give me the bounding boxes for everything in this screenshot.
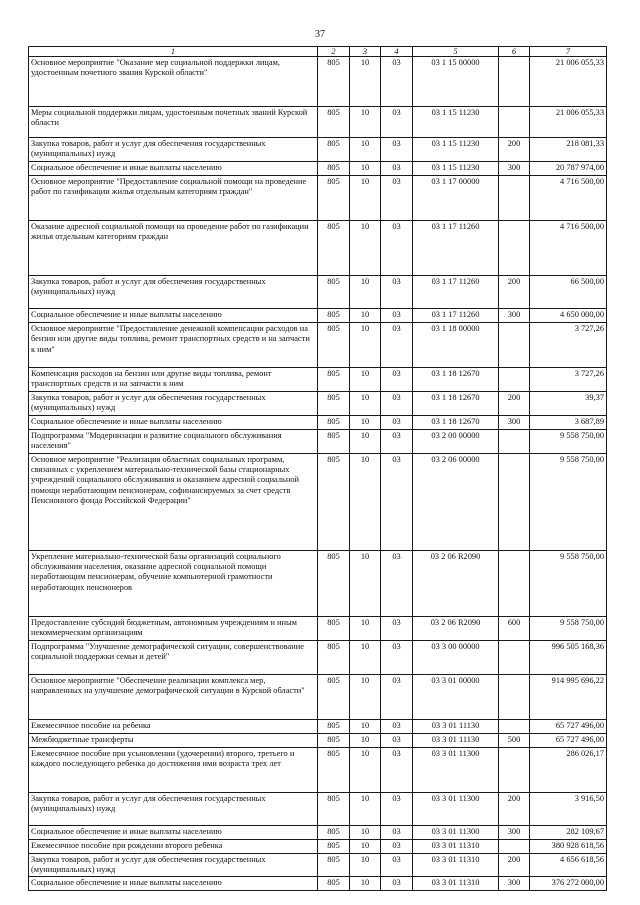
row-target-article-cell: 03 1 15 11230 (413, 107, 499, 138)
row-amount-cell: 286 026,17 (530, 747, 607, 792)
row-section-cell: 10 (350, 322, 381, 367)
row-section-cell: 10 (350, 853, 381, 877)
row-amount-cell: 218 081,33 (530, 138, 607, 162)
table-row (29, 825, 607, 839)
row-grbs-cell: 805 (318, 391, 350, 415)
row-expense-type-cell: 300 (499, 161, 530, 175)
table-row (29, 161, 607, 175)
row-expense-type-cell (499, 322, 530, 367)
row-subsection-cell: 03 (381, 719, 413, 733)
row-amount-cell: 65 727 496,00 (530, 719, 607, 733)
row-amount-cell: 9 558 750,00 (530, 453, 607, 550)
row-target-article-cell: 03 1 17 11260 (413, 275, 499, 308)
row-grbs-cell: 805 (318, 453, 350, 550)
row-target-article-cell: 03 3 00 00000 (413, 640, 499, 674)
row-grbs-cell: 805 (318, 733, 350, 747)
row-subsection-cell: 03 (381, 322, 413, 367)
row-grbs-cell: 805 (318, 877, 350, 891)
row-section-cell: 10 (350, 57, 381, 107)
row-subsection-cell: 03 (381, 138, 413, 162)
row-subsection-cell: 03 (381, 616, 413, 640)
row-section-cell: 10 (350, 733, 381, 747)
row-target-article-cell: 03 1 17 11260 (413, 220, 499, 275)
row-target-article-cell: 03 2 06 R2090 (413, 550, 499, 616)
column-header-subsection: 4 (381, 47, 413, 57)
row-section-cell: 10 (350, 550, 381, 616)
row-grbs-cell: 805 (318, 161, 350, 175)
row-name-cell: Основное мероприятие "Реализация областных социальных программ, связанных с укреплением материально-технической базы стационарных учреждений социального обслуживания и оказанием адресной социальной помощи неработающим пенсионерам, софинансируемых за счет средств Пенсионного фонда Российской Федерации" (29, 453, 318, 550)
row-subsection-cell: 03 (381, 415, 413, 429)
row-section-cell: 10 (350, 107, 381, 138)
table-body (29, 57, 607, 891)
row-section-cell: 10 (350, 674, 381, 719)
table-row (29, 674, 607, 719)
row-section-cell: 10 (350, 747, 381, 792)
row-amount-cell: 39,37 (530, 391, 607, 415)
row-grbs-cell: 805 (318, 550, 350, 616)
row-expense-type-cell (499, 107, 530, 138)
row-grbs-cell: 805 (318, 308, 350, 322)
row-name-cell: Закупка товаров, работ и услуг для обеспечения государственных (муниципальных) нужд (29, 138, 318, 162)
row-grbs-cell: 805 (318, 429, 350, 453)
row-expense-type-cell (499, 453, 530, 550)
row-expense-type-cell: 200 (499, 138, 530, 162)
row-subsection-cell: 03 (381, 825, 413, 839)
row-subsection-cell: 03 (381, 640, 413, 674)
row-expense-type-cell: 300 (499, 877, 530, 891)
row-amount-cell: 996 505 168,36 (530, 640, 607, 674)
row-expense-type-cell: 200 (499, 853, 530, 877)
row-subsection-cell: 03 (381, 367, 413, 391)
row-name-cell: Компенсация расходов на бензин или другие виды топлива, ремонт транспортных средств и на запчасти к ним (29, 367, 318, 391)
table-row (29, 175, 607, 220)
row-target-article-cell: 03 3 01 11310 (413, 877, 499, 891)
row-expense-type-cell (499, 57, 530, 107)
table-row (29, 415, 607, 429)
row-amount-cell: 21 006 055,33 (530, 57, 607, 107)
row-grbs-cell: 805 (318, 367, 350, 391)
row-section-cell: 10 (350, 367, 381, 391)
column-header-amount: 7 (530, 47, 607, 57)
row-expense-type-cell: 200 (499, 275, 530, 308)
row-amount-cell: 9 558 750,00 (530, 616, 607, 640)
row-section-cell: 10 (350, 825, 381, 839)
row-expense-type-cell (499, 747, 530, 792)
row-target-article-cell: 03 3 01 11300 (413, 792, 499, 825)
row-name-cell: Меры социальной поддержки лицам, удостоенным почетных званий Курской области (29, 107, 318, 138)
row-name-cell: Основное мероприятие "Предоставление денежной компенсации расходов на бензин или другие виды топлива, ремонт транспортных средств и на запчасти к ним" (29, 322, 318, 367)
row-target-article-cell: 03 3 01 11310 (413, 853, 499, 877)
row-target-article-cell: 03 1 18 12670 (413, 391, 499, 415)
row-grbs-cell: 805 (318, 719, 350, 733)
table-row (29, 792, 607, 825)
column-header-expense-type: 6 (499, 47, 530, 57)
row-expense-type-cell (499, 640, 530, 674)
row-name-cell: Закупка товаров, работ и услуг для обеспечения государственных (муниципальных) нужд (29, 792, 318, 825)
row-expense-type-cell: 300 (499, 825, 530, 839)
row-expense-type-cell (499, 674, 530, 719)
row-section-cell: 10 (350, 275, 381, 308)
row-name-cell: Социальное обеспечение и иные выплаты населению (29, 308, 318, 322)
row-name-cell: Предоставление субсидий бюджетным, автономным учреждениям и иным некоммерческим организациям (29, 616, 318, 640)
row-grbs-cell: 805 (318, 107, 350, 138)
table-row (29, 138, 607, 162)
row-subsection-cell: 03 (381, 429, 413, 453)
table-row (29, 429, 607, 453)
row-subsection-cell: 03 (381, 107, 413, 138)
row-expense-type-cell: 200 (499, 792, 530, 825)
row-expense-type-cell (499, 367, 530, 391)
row-subsection-cell: 03 (381, 747, 413, 792)
row-amount-cell: 3 727,26 (530, 322, 607, 367)
row-subsection-cell: 03 (381, 391, 413, 415)
row-grbs-cell: 805 (318, 220, 350, 275)
row-expense-type-cell: 500 (499, 733, 530, 747)
row-target-article-cell: 03 1 15 11230 (413, 161, 499, 175)
table-row (29, 877, 607, 891)
row-expense-type-cell (499, 220, 530, 275)
row-amount-cell: 3 727,26 (530, 367, 607, 391)
row-name-cell: Ежемесячное пособие при усыновлении (удочерении) второго, третьего и каждого последующего ребенка до достижения ими возраста трех лет (29, 747, 318, 792)
table-row (29, 453, 607, 550)
row-name-cell: Ежемесячное пособие при рождении второго ребенка (29, 839, 318, 853)
row-grbs-cell: 805 (318, 57, 350, 107)
row-grbs-cell: 805 (318, 322, 350, 367)
row-subsection-cell: 03 (381, 275, 413, 308)
row-section-cell: 10 (350, 308, 381, 322)
row-amount-cell: 376 272 000,00 (530, 877, 607, 891)
table-row (29, 719, 607, 733)
row-expense-type-cell (499, 550, 530, 616)
table-row (29, 640, 607, 674)
row-target-article-cell: 03 3 01 00000 (413, 674, 499, 719)
row-target-article-cell: 03 3 01 11130 (413, 719, 499, 733)
row-amount-cell: 4 716 500,00 (530, 220, 607, 275)
row-expense-type-cell (499, 839, 530, 853)
row-grbs-cell: 805 (318, 415, 350, 429)
row-grbs-cell: 805 (318, 138, 350, 162)
row-expense-type-cell: 300 (499, 415, 530, 429)
row-target-article-cell: 03 2 06 R2090 (413, 616, 499, 640)
table-row (29, 322, 607, 367)
row-subsection-cell: 03 (381, 733, 413, 747)
row-section-cell: 10 (350, 877, 381, 891)
row-subsection-cell: 03 (381, 57, 413, 107)
row-expense-type-cell: 600 (499, 616, 530, 640)
table-row (29, 839, 607, 853)
row-name-cell: Подпрограмма "Модернизация и развитие социального обслуживания населения" (29, 429, 318, 453)
table-row (29, 747, 607, 792)
row-grbs-cell: 805 (318, 640, 350, 674)
row-section-cell: 10 (350, 640, 381, 674)
row-target-article-cell: 03 1 17 00000 (413, 175, 499, 220)
row-section-cell: 10 (350, 719, 381, 733)
row-name-cell: Социальное обеспечение и иные выплаты населению (29, 877, 318, 891)
row-amount-cell: 4 650 000,00 (530, 308, 607, 322)
row-name-cell: Закупка товаров, работ и услуг для обеспечения государственных (муниципальных) нужд (29, 853, 318, 877)
row-target-article-cell: 03 2 00 00000 (413, 429, 499, 453)
table-row (29, 308, 607, 322)
row-section-cell: 10 (350, 175, 381, 220)
row-subsection-cell: 03 (381, 220, 413, 275)
row-grbs-cell: 805 (318, 175, 350, 220)
row-grbs-cell: 805 (318, 839, 350, 853)
row-section-cell: 10 (350, 792, 381, 825)
row-amount-cell: 21 006 055,33 (530, 107, 607, 138)
table-row (29, 57, 607, 107)
row-name-cell: Подпрограмма "Улучшение демографической ситуации, совершенствование социальной поддержки семьи и детей" (29, 640, 318, 674)
row-target-article-cell: 03 3 01 11130 (413, 733, 499, 747)
column-header-target-article: 5 (413, 47, 499, 57)
row-grbs-cell: 805 (318, 825, 350, 839)
row-target-article-cell: 03 3 01 11300 (413, 747, 499, 792)
row-subsection-cell: 03 (381, 453, 413, 550)
row-section-cell: 10 (350, 161, 381, 175)
table-row (29, 367, 607, 391)
row-amount-cell: 9 558 750,00 (530, 550, 607, 616)
table-row (29, 853, 607, 877)
row-subsection-cell: 03 (381, 839, 413, 853)
row-section-cell: 10 (350, 453, 381, 550)
row-grbs-cell: 805 (318, 853, 350, 877)
table-row (29, 220, 607, 275)
row-name-cell: Ежемесячное пособие на ребенка (29, 719, 318, 733)
row-amount-cell: 914 995 696,22 (530, 674, 607, 719)
row-expense-type-cell (499, 719, 530, 733)
row-name-cell: Основное мероприятие "Обеспечение реализации комплекса мер, направленных на улучшение демографической ситуации в Курской области" (29, 674, 318, 719)
row-name-cell: Укрепление материально-технической базы организаций социального обслуживания населения, оказание адресной социальной помощи неработающим пенсионерам, обучение компьютерной грамотности неработающих пенсионеров (29, 550, 318, 616)
row-target-article-cell: 03 3 01 11310 (413, 839, 499, 853)
row-section-cell: 10 (350, 839, 381, 853)
row-subsection-cell: 03 (381, 853, 413, 877)
table-row (29, 275, 607, 308)
row-target-article-cell: 03 1 18 12670 (413, 367, 499, 391)
row-amount-cell: 20 787 974,00 (530, 161, 607, 175)
row-amount-cell: 3 687,89 (530, 415, 607, 429)
row-target-article-cell: 03 1 15 00000 (413, 57, 499, 107)
row-name-cell: Социальное обеспечение и иные выплаты населению (29, 825, 318, 839)
column-header-name: 1 (29, 47, 318, 57)
budget-table (28, 46, 607, 891)
row-amount-cell: 282 109,67 (530, 825, 607, 839)
row-subsection-cell: 03 (381, 308, 413, 322)
row-target-article-cell: 03 1 15 11230 (413, 138, 499, 162)
page-number: 37 (315, 29, 325, 40)
row-subsection-cell: 03 (381, 792, 413, 825)
row-grbs-cell: 805 (318, 792, 350, 825)
row-expense-type-cell: 200 (499, 391, 530, 415)
column-header-grbs: 2 (318, 47, 350, 57)
row-name-cell: Социальное обеспечение и иные выплаты населению (29, 161, 318, 175)
row-amount-cell: 4 656 618,56 (530, 853, 607, 877)
row-target-article-cell: 03 1 18 12670 (413, 415, 499, 429)
row-subsection-cell: 03 (381, 674, 413, 719)
row-name-cell: Закупка товаров, работ и услуг для обеспечения государственных (муниципальных) нужд (29, 275, 318, 308)
row-expense-type-cell (499, 429, 530, 453)
row-name-cell: Социальное обеспечение и иные выплаты населению (29, 415, 318, 429)
row-name-cell: Закупка товаров, работ и услуг для обеспечения государственных (муниципальных) нужд (29, 391, 318, 415)
row-name-cell: Основное мероприятие "Предоставление социальной помощи на проведение работ по газификации жилья отдельным категориям граждан" (29, 175, 318, 220)
row-amount-cell: 65 727 496,00 (530, 733, 607, 747)
row-name-cell: Основное мероприятие "Оказание мер социальной поддержки лицам, удостоенным почетного звания Курской области" (29, 57, 318, 107)
row-grbs-cell: 805 (318, 747, 350, 792)
row-amount-cell: 66 500,00 (530, 275, 607, 308)
row-name-cell: Межбюджетные трансферты (29, 733, 318, 747)
row-grbs-cell: 805 (318, 275, 350, 308)
row-amount-cell: 380 928 618,56 (530, 839, 607, 853)
table-row (29, 107, 607, 138)
row-section-cell: 10 (350, 429, 381, 453)
row-section-cell: 10 (350, 391, 381, 415)
column-number-row (29, 47, 607, 57)
row-section-cell: 10 (350, 138, 381, 162)
row-expense-type-cell: 300 (499, 308, 530, 322)
row-target-article-cell: 03 1 18 00000 (413, 322, 499, 367)
row-expense-type-cell (499, 175, 530, 220)
row-target-article-cell: 03 3 01 11300 (413, 825, 499, 839)
row-section-cell: 10 (350, 616, 381, 640)
table-row (29, 733, 607, 747)
table-row (29, 550, 607, 616)
row-amount-cell: 3 916,50 (530, 792, 607, 825)
row-subsection-cell: 03 (381, 161, 413, 175)
row-amount-cell: 9 558 750,00 (530, 429, 607, 453)
row-section-cell: 10 (350, 415, 381, 429)
table-row (29, 616, 607, 640)
row-amount-cell: 4 716 500,00 (530, 175, 607, 220)
row-grbs-cell: 805 (318, 616, 350, 640)
row-name-cell: Оказание адресной социальной помощи на проведение работ по газификации жилья отдельным категориям граждан (29, 220, 318, 275)
row-subsection-cell: 03 (381, 550, 413, 616)
row-target-article-cell: 03 1 17 11260 (413, 308, 499, 322)
row-section-cell: 10 (350, 220, 381, 275)
column-header-section: 3 (350, 47, 381, 57)
row-subsection-cell: 03 (381, 175, 413, 220)
row-subsection-cell: 03 (381, 877, 413, 891)
table-row (29, 391, 607, 415)
row-grbs-cell: 805 (318, 674, 350, 719)
row-target-article-cell: 03 2 06 00000 (413, 453, 499, 550)
